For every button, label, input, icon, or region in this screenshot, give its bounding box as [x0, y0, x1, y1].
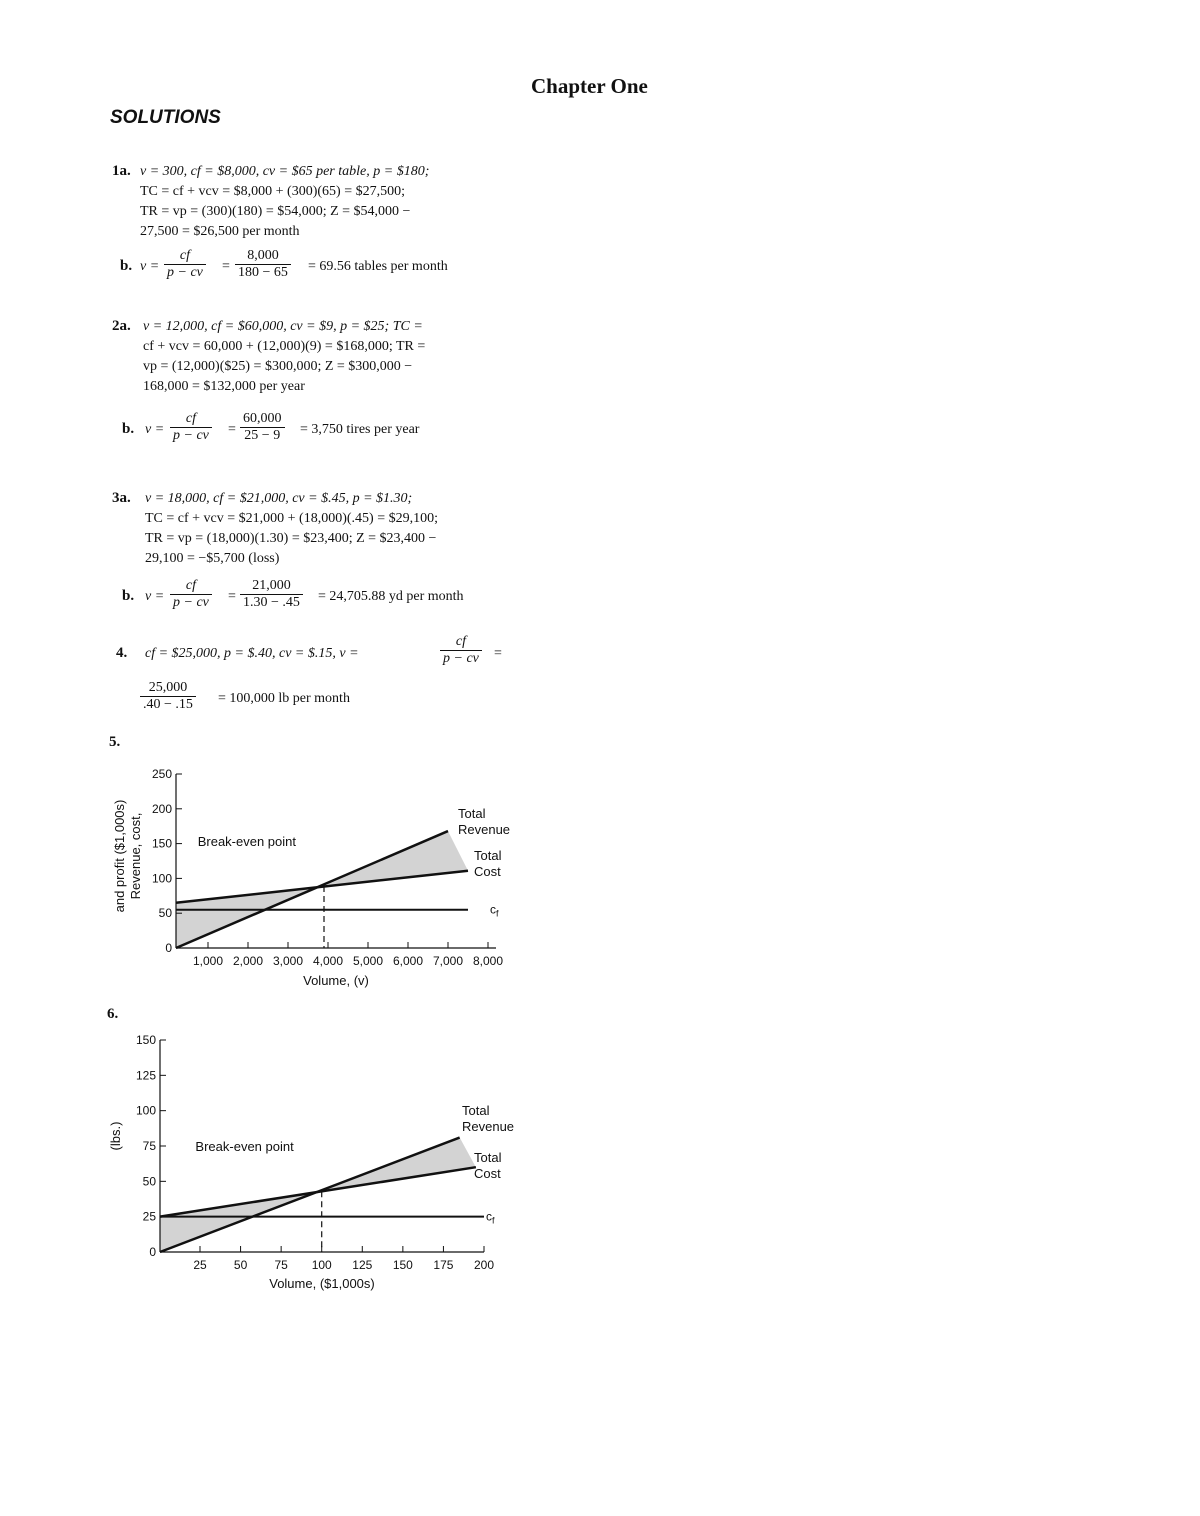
chart2-fixed-cost-label-subscript: f [492, 1215, 495, 1226]
chart2-x-tick-label: 50 [233, 1258, 248, 1272]
problem-3a-line-1: v = 18,000, cf = $21,000, cv = $.45, p = $1.30; [145, 491, 413, 506]
problem-2a-line-4: 168,000 = $132,000 per year [143, 379, 305, 394]
chart1-fixed-cost-label-subscript: f [496, 908, 499, 919]
chart2-y-tick-label: 75 [142, 1139, 156, 1153]
chart1-y-tick-label: 150 [151, 836, 172, 851]
problem-2b-equals: = [228, 422, 236, 437]
chart1-break-even-label: Break-even point [197, 834, 296, 850]
problem-1a-line-4: 27,500 = $26,500 per month [140, 224, 300, 239]
problem-1b-result: = 69.56 tables per month [308, 259, 448, 274]
chart2-y-tick-label: 100 [135, 1103, 156, 1118]
chart1-series-total-cost [176, 871, 468, 903]
chart2-x-tick-label: 175 [433, 1258, 454, 1272]
problem-4-result: = 100,000 lb per month [218, 691, 350, 706]
problem-1a-line-1: v = 300, cf = $8,000, cv = $65 per table, p = $180; [140, 164, 430, 179]
chart1-y-tick-label: 100 [151, 871, 172, 886]
problem-1a-line-2: TC = cf + vcv = $8,000 + (300)(65) = $27,500; [140, 184, 405, 199]
chart1-total-revenue-label: Revenue [458, 822, 511, 837]
fraction-denominator: p − cv [167, 265, 203, 280]
fraction-denominator: p − cv [443, 651, 479, 666]
chart2-total-cost-label: Cost [474, 1166, 501, 1181]
chart1-y-tick-label: 0 [165, 941, 172, 955]
chart1-y-tick-label: 50 [158, 906, 172, 921]
chart2-x-tick-label: 25 [193, 1258, 207, 1272]
fraction-denominator: 1.30 − .45 [243, 595, 300, 610]
problem-3a-line-3: TR = vp = (18,000)(1.30) = $23,400; Z = $23,400 − [145, 531, 437, 546]
chart2-y-tick-label: 0 [149, 1245, 156, 1259]
chart1-fixed-cost-label-base: c [490, 902, 496, 917]
fraction-denominator: p − cv [173, 595, 209, 610]
fraction-denominator: 25 − 9 [244, 428, 281, 443]
problem-3a-label: 3a. [112, 490, 131, 506]
chart1-x-tick-label: 5,000 [352, 954, 384, 968]
chart2-x-tick-label: 150 [392, 1258, 413, 1272]
chart1-x-tick-label: 2,000 [232, 954, 264, 968]
chart2-x-axis-title: Volume, ($1,000s) [269, 1276, 375, 1291]
chart1-fixed-cost-label [490, 903, 499, 919]
problem-5-label: 5. [109, 734, 121, 750]
chart2-y-tick-label: 50 [142, 1174, 156, 1189]
problem-2a-line-1: v = 12,000, cf = $60,000, cv = $9, p = $25; TC = [143, 319, 423, 334]
chart1-y-axis-title: and profit ($1,000s) [112, 799, 127, 913]
fraction-numerator: 25,000 [140, 680, 196, 697]
chart2-break-even-label: Break-even point [195, 1139, 294, 1155]
chart2-total-revenue-label: Revenue [462, 1119, 515, 1134]
chart2-fixed-cost-label-base: c [486, 1209, 492, 1224]
problem-3a-line-2: TC = cf + vcv = $21,000 + (18,000)(.45) = $29,100; [145, 511, 438, 526]
problem-3a-line-4: 29,100 = −$5,700 (loss) [145, 551, 280, 566]
chart1-total-revenue-label: Total [458, 806, 486, 821]
chart2-fixed-cost-label [486, 1210, 495, 1226]
chart1-y-tick-label: 250 [151, 767, 172, 781]
chart1-total-cost-label: Cost [474, 864, 501, 879]
problem-3b-result: = 24,705.88 yd per month [318, 589, 464, 604]
chart2-y-tick-label: 150 [135, 1033, 156, 1047]
problem-2a-line-2: cf + vcv = 60,000 + (12,000)(9) = $168,000; TR = [143, 339, 426, 354]
problem-3b-lhs: v = [145, 589, 165, 604]
fraction-numerator: cf [164, 248, 206, 265]
problem-2a-line-3: vp = (12,000)($25) = $300,000; Z = $300,000 − [143, 359, 413, 374]
chart1-y-axis-title: Revenue, cost, [128, 812, 143, 900]
chart1-x-tick-label: 6,000 [392, 954, 424, 968]
problem-2a-label: 2a. [112, 318, 131, 334]
chart2-y-tick-label: 25 [142, 1209, 156, 1224]
chart2-y-axis-title: (lbs.) [108, 1121, 123, 1151]
problem-1b-lhs: v = [140, 259, 160, 274]
fraction-numerator: 21,000 [240, 578, 303, 595]
chart2-x-tick-label: 75 [274, 1258, 288, 1272]
chart2-total-cost-label: Total [474, 1150, 502, 1165]
chart2-profit-area [322, 1138, 476, 1192]
chart1-x-tick-label: 4,000 [312, 954, 344, 968]
chart1-total-cost-label: Total [474, 848, 502, 863]
problem-1a-line-3: TR = vp = (300)(180) = $54,000; Z = $54,000 − [140, 204, 411, 219]
page-title: Chapter One [531, 74, 648, 98]
chart2-x-tick-label: 200 [473, 1258, 495, 1272]
problem-1b-label: b. [120, 258, 133, 274]
fraction-numerator: cf [170, 578, 212, 595]
fraction-denominator: 180 − 65 [238, 265, 288, 280]
chart1-x-axis-title: Volume, (v) [303, 973, 369, 988]
chart2-total-revenue-label: Total [462, 1103, 490, 1118]
fraction-numerator: 8,000 [235, 248, 291, 265]
chart1-y-tick-label: 200 [151, 801, 172, 816]
chart2-x-tick-label: 125 [352, 1258, 373, 1272]
chart2-series-total-revenue [160, 1138, 460, 1252]
chart1-x-tick-label: 1,000 [192, 954, 224, 968]
problem-2b-lhs: v = [145, 422, 165, 437]
fraction-denominator: .40 − .15 [143, 697, 193, 712]
fraction-numerator: cf [440, 634, 482, 651]
problem-2b-result: = 3,750 tires per year [300, 422, 420, 437]
problem-4-line: cf = $25,000, p = $.40, cv = $.15, v = [145, 646, 359, 661]
section-heading: SOLUTIONS [110, 107, 221, 128]
chart1-x-tick-label: 7,000 [432, 954, 464, 968]
problem-2b-label: b. [122, 421, 135, 437]
problem-4-label: 4. [116, 645, 128, 661]
problem-3b-label: b. [122, 588, 135, 604]
chart2-x-tick-label: 100 [311, 1258, 332, 1272]
problem-6-label: 6. [107, 1006, 119, 1022]
chart1-x-tick-label: 8,000 [472, 954, 504, 968]
fraction-denominator: p − cv [173, 428, 209, 443]
chart2-y-tick-label: 125 [135, 1068, 156, 1083]
problem-1a-label: 1a. [112, 163, 131, 179]
problem-1b-equals: = [222, 259, 230, 274]
problem-3b-equals: = [228, 589, 236, 604]
problem-4-trailing-equals: = [494, 646, 502, 661]
fraction-numerator: cf [170, 411, 212, 428]
chart1-x-tick-label: 3,000 [272, 954, 304, 968]
fraction-numerator: 60,000 [240, 411, 285, 428]
